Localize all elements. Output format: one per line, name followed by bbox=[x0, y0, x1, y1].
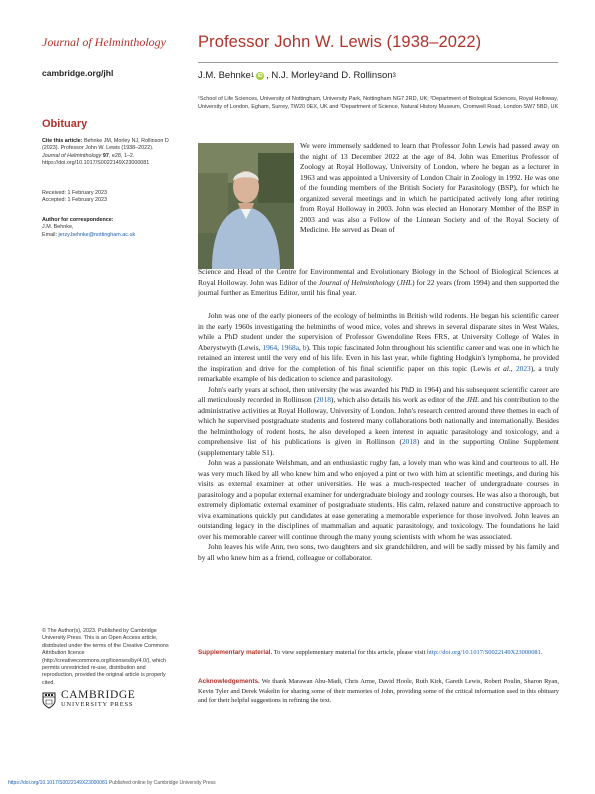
author-3-affil: 3 bbox=[392, 72, 396, 79]
corr-email-link[interactable]: jerzy.behnke@nottingham.ac.uk bbox=[58, 231, 136, 238]
author-2-affil: 2 bbox=[319, 72, 323, 79]
license-text: © The Author(s), 2023. Published by Cambridge University Press. This is an Open Access article, distributed under the terms of the Creative Commons Attribution licence (http://creativecommons.org/licenses/by/4.0/), which permits unrestricted re-use, distribution and reproduction, provided the original article is properly cited. bbox=[42, 628, 169, 686]
author-1[interactable]: J.M. Behnke bbox=[198, 70, 251, 81]
page-footer bbox=[8, 780, 216, 786]
article-title: Professor John W. Lewis (1938–2022) bbox=[198, 33, 482, 51]
p3-jhl: JHL bbox=[466, 395, 480, 404]
cite-text: Behnke JM, Morley NJ, Rollinson D (2023). Professor John W. Lewis (1938–2022). bbox=[42, 138, 169, 152]
main-body bbox=[198, 311, 559, 563]
p3-text-a: John's early years at school, then university (he was awarded his PhD in 1964) and his subsequent scientific career are all meticulously recorded in Rollinson ( bbox=[198, 384, 559, 404]
p2-etal: et al bbox=[494, 363, 509, 373]
p2-text-a: John was one of the early pioneers of the ecology of helminths in British wild rodents. He began his scientific career in the early 1960s investigating the helminths of wood mice, voles and shrews in several disparate sites in West Wales, while a PhD student under the supervision of Professor Gwendoline Rees FRS, at University College of Wales in Aberystwyth (Lewis, bbox=[198, 311, 559, 352]
intro-text-1: Science and Head of the Centre for Environmental and Evolutionary Biology in the School of Biological Sciences at Royal Holloway. John was Editor of the bbox=[198, 267, 559, 287]
journal-url-link[interactable]: cambridge.org/jhl bbox=[42, 68, 114, 78]
paragraph-4: John was a passionate Welshman, and an enthusiastic rugby fan, a lovely man who was kind and courteous to all. He was very much liked by all who knew him and who enjoyed a pint or two with him at scientific meetings, and during his visits as external examiner at other universities. He was a much-respected teacher of undergraduate courses in parasitology and a popular external examiner for undergraduate biology and zoology courses. He was also a thorough, but extremely diplomatic external examiner of postgraduate students. His calm, relaxed nature and constructive approach to viva examinations quickly put candidates at ease generating a memorable experience for those involved. John leaves an outstanding legacy in the disciplines of mammalian and aquatic parasitology, and toxicology. The foundations he laid over his memorable career will continue through the many young scientists with whom he was associated. bbox=[198, 458, 559, 541]
dates-block bbox=[42, 190, 170, 205]
cite-journal: Journal of Helminthology bbox=[42, 152, 102, 159]
p2-sep: , bbox=[277, 342, 281, 352]
citation-block bbox=[42, 138, 170, 168]
corr-email-label: Email: bbox=[42, 231, 59, 238]
paragraph-5: John leaves his wife Ann, two sons, two daughters and six grandchildren, and will be sadly missed by his family and by all who knew him as a friend, colleague or collaborator. bbox=[198, 542, 559, 562]
intro-text-2: ( bbox=[395, 277, 400, 287]
title-divider bbox=[198, 62, 558, 63]
publisher-logo bbox=[42, 690, 135, 710]
intro-text-3: ) for 22 years (from 1994) and then supported the journal further as Emeritus Editor, until his final year. bbox=[198, 277, 559, 297]
ref-link-lewis-1968a[interactable]: 1968a bbox=[280, 342, 299, 352]
cite-volume: 97 bbox=[101, 152, 109, 159]
p2-sep2: , bbox=[298, 342, 303, 352]
ref-link-rollinson-2018[interactable]: 2018 bbox=[316, 395, 331, 404]
article-type-label: Obituary bbox=[42, 118, 88, 130]
publisher-name-line2: UNIVERSITY PRESS bbox=[61, 701, 134, 708]
author-3[interactable]: and D. Rollinson bbox=[322, 70, 393, 81]
supp-link[interactable]: http://doi.org/10.1017/S0022149X23000081 bbox=[426, 649, 541, 656]
intro-jhl: JHL bbox=[399, 277, 413, 287]
footer-text: Published online by Cambridge University Press bbox=[107, 780, 216, 786]
intro-journal: Journal of Helminthology bbox=[318, 277, 396, 287]
supp-end: . bbox=[540, 649, 543, 656]
ref-link-lewis-1968b[interactable]: b bbox=[302, 342, 307, 352]
publisher-name-line1: CAMBRIDGE bbox=[61, 689, 136, 701]
crest-icon bbox=[42, 692, 56, 709]
p2-text-d: ), a truly remarkable example of his dedication to science and parasitology. bbox=[198, 363, 559, 383]
p2-text-c: ., bbox=[508, 363, 516, 373]
affiliations: ¹School of Life Sciences, University of Nottingham, University Park, Nottingham NG7 2RD, UK; ²Department of Biological Sciences, Royal Holloway, University of London, Egham, Surrey, TW20 0EX, UK and ³Department of Science, Natural History Museum, Cromwell Road, London SW7 5BD, UK bbox=[198, 96, 559, 111]
p2-text-b: ). This topic fascinated John throughout his scientific career and was one in which he retained an interest until the very end of his life. Even in his last year, while fighting Hodgkin's lymphoma, he provided the inspiration and drive for the completion of his final scientific paper on this topic (Lewis bbox=[198, 342, 559, 373]
accepted-date: Accepted: 1 February 2023 bbox=[42, 197, 108, 204]
supplementary-note bbox=[198, 648, 559, 658]
ack-label: Acknowledgements. bbox=[198, 678, 260, 685]
supp-label: Supplementary material. bbox=[198, 649, 273, 656]
p3-text-b: ), which also details his work as editor of the bbox=[330, 395, 467, 404]
paragraph-2 bbox=[198, 311, 559, 385]
author-1-affil: 1 bbox=[250, 72, 255, 79]
author-2[interactable]: , N.J. Morley bbox=[266, 70, 320, 81]
portrait-photo bbox=[198, 143, 294, 269]
author-list bbox=[198, 70, 396, 81]
cite-label: Cite this article: bbox=[42, 138, 83, 144]
intro-paragraph-continued bbox=[198, 267, 559, 299]
supp-text: To view supplementary material for this article, please visit bbox=[272, 649, 427, 656]
ref-link-rollinson-2018-b[interactable]: 2018 bbox=[401, 437, 417, 446]
intro-paragraph: We were immensely saddened to learn that Professor John Lewis had passed away on the night of 13 December 2022 at the age of 84. John was Emeritus Professor of Zoology at Royal Holloway, University of London, where he began as a lecturer in 1963 and was appointed a University of London Chair in Zoology in 1992. He was one of the founding members of the British Society for Parasitology (BSP), for which he organized several meetings and in which he participated actively long after retiring from Royal Holloway in 2003. John was elected an Honorary Member of the BSP in 2003 and was also a Fellow of the Linnean Society and of the Royal Society of Medicine. He served as Dean of bbox=[300, 141, 559, 234]
corr-name: J.M. Behnke, bbox=[42, 224, 74, 231]
paragraph-3 bbox=[198, 385, 559, 459]
corr-label: Author for correspondence: bbox=[42, 217, 114, 223]
ack-text: We thank Marawan Abu-Madi, Chris Arme, David Hoole, Ruth Kirk, Gareth Lewis, Robert Poulin, Sharon Ryan, Kevin Tyler and Derek Wakelin for sharing some of their memories of John, providing some of the critical information used in this obituary and for their helpful suggestions in refining the text. bbox=[198, 678, 559, 705]
p3-text-d: ) and in the supporting Online Supplement (supplementary table S1). bbox=[198, 437, 559, 457]
p3-text-c: and his contribution to the administrative activities at Royal Holloway, University of London. John's research centred around three themes in each of which he supervised postgraduate students and fostered many collaborations both nationally and internationally. Besides the helminthology of rodent hosts, he also developed a keen interest in aquatic parasitology and toxicology, and a comprehensive list of his publications is given in Rollinson ( bbox=[198, 395, 559, 446]
ref-link-lewis-2023[interactable]: 2023 bbox=[515, 363, 531, 373]
acknowledgements bbox=[198, 677, 559, 706]
orcid-icon[interactable]: iD bbox=[257, 72, 263, 79]
ref-link-lewis-1964[interactable]: 1964 bbox=[262, 342, 278, 352]
correspondence-block bbox=[42, 217, 170, 239]
cite-rest: , e28, 1–2. https://doi.org/10.1017/S0022149X23000081 bbox=[42, 152, 150, 167]
footer-doi-link[interactable]: https://doi.org/10.1017/S0022149X23000081 bbox=[8, 780, 108, 786]
received-date: Received: 1 February 2023 bbox=[42, 190, 108, 196]
journal-name: Journal of Helminthology bbox=[42, 35, 166, 49]
